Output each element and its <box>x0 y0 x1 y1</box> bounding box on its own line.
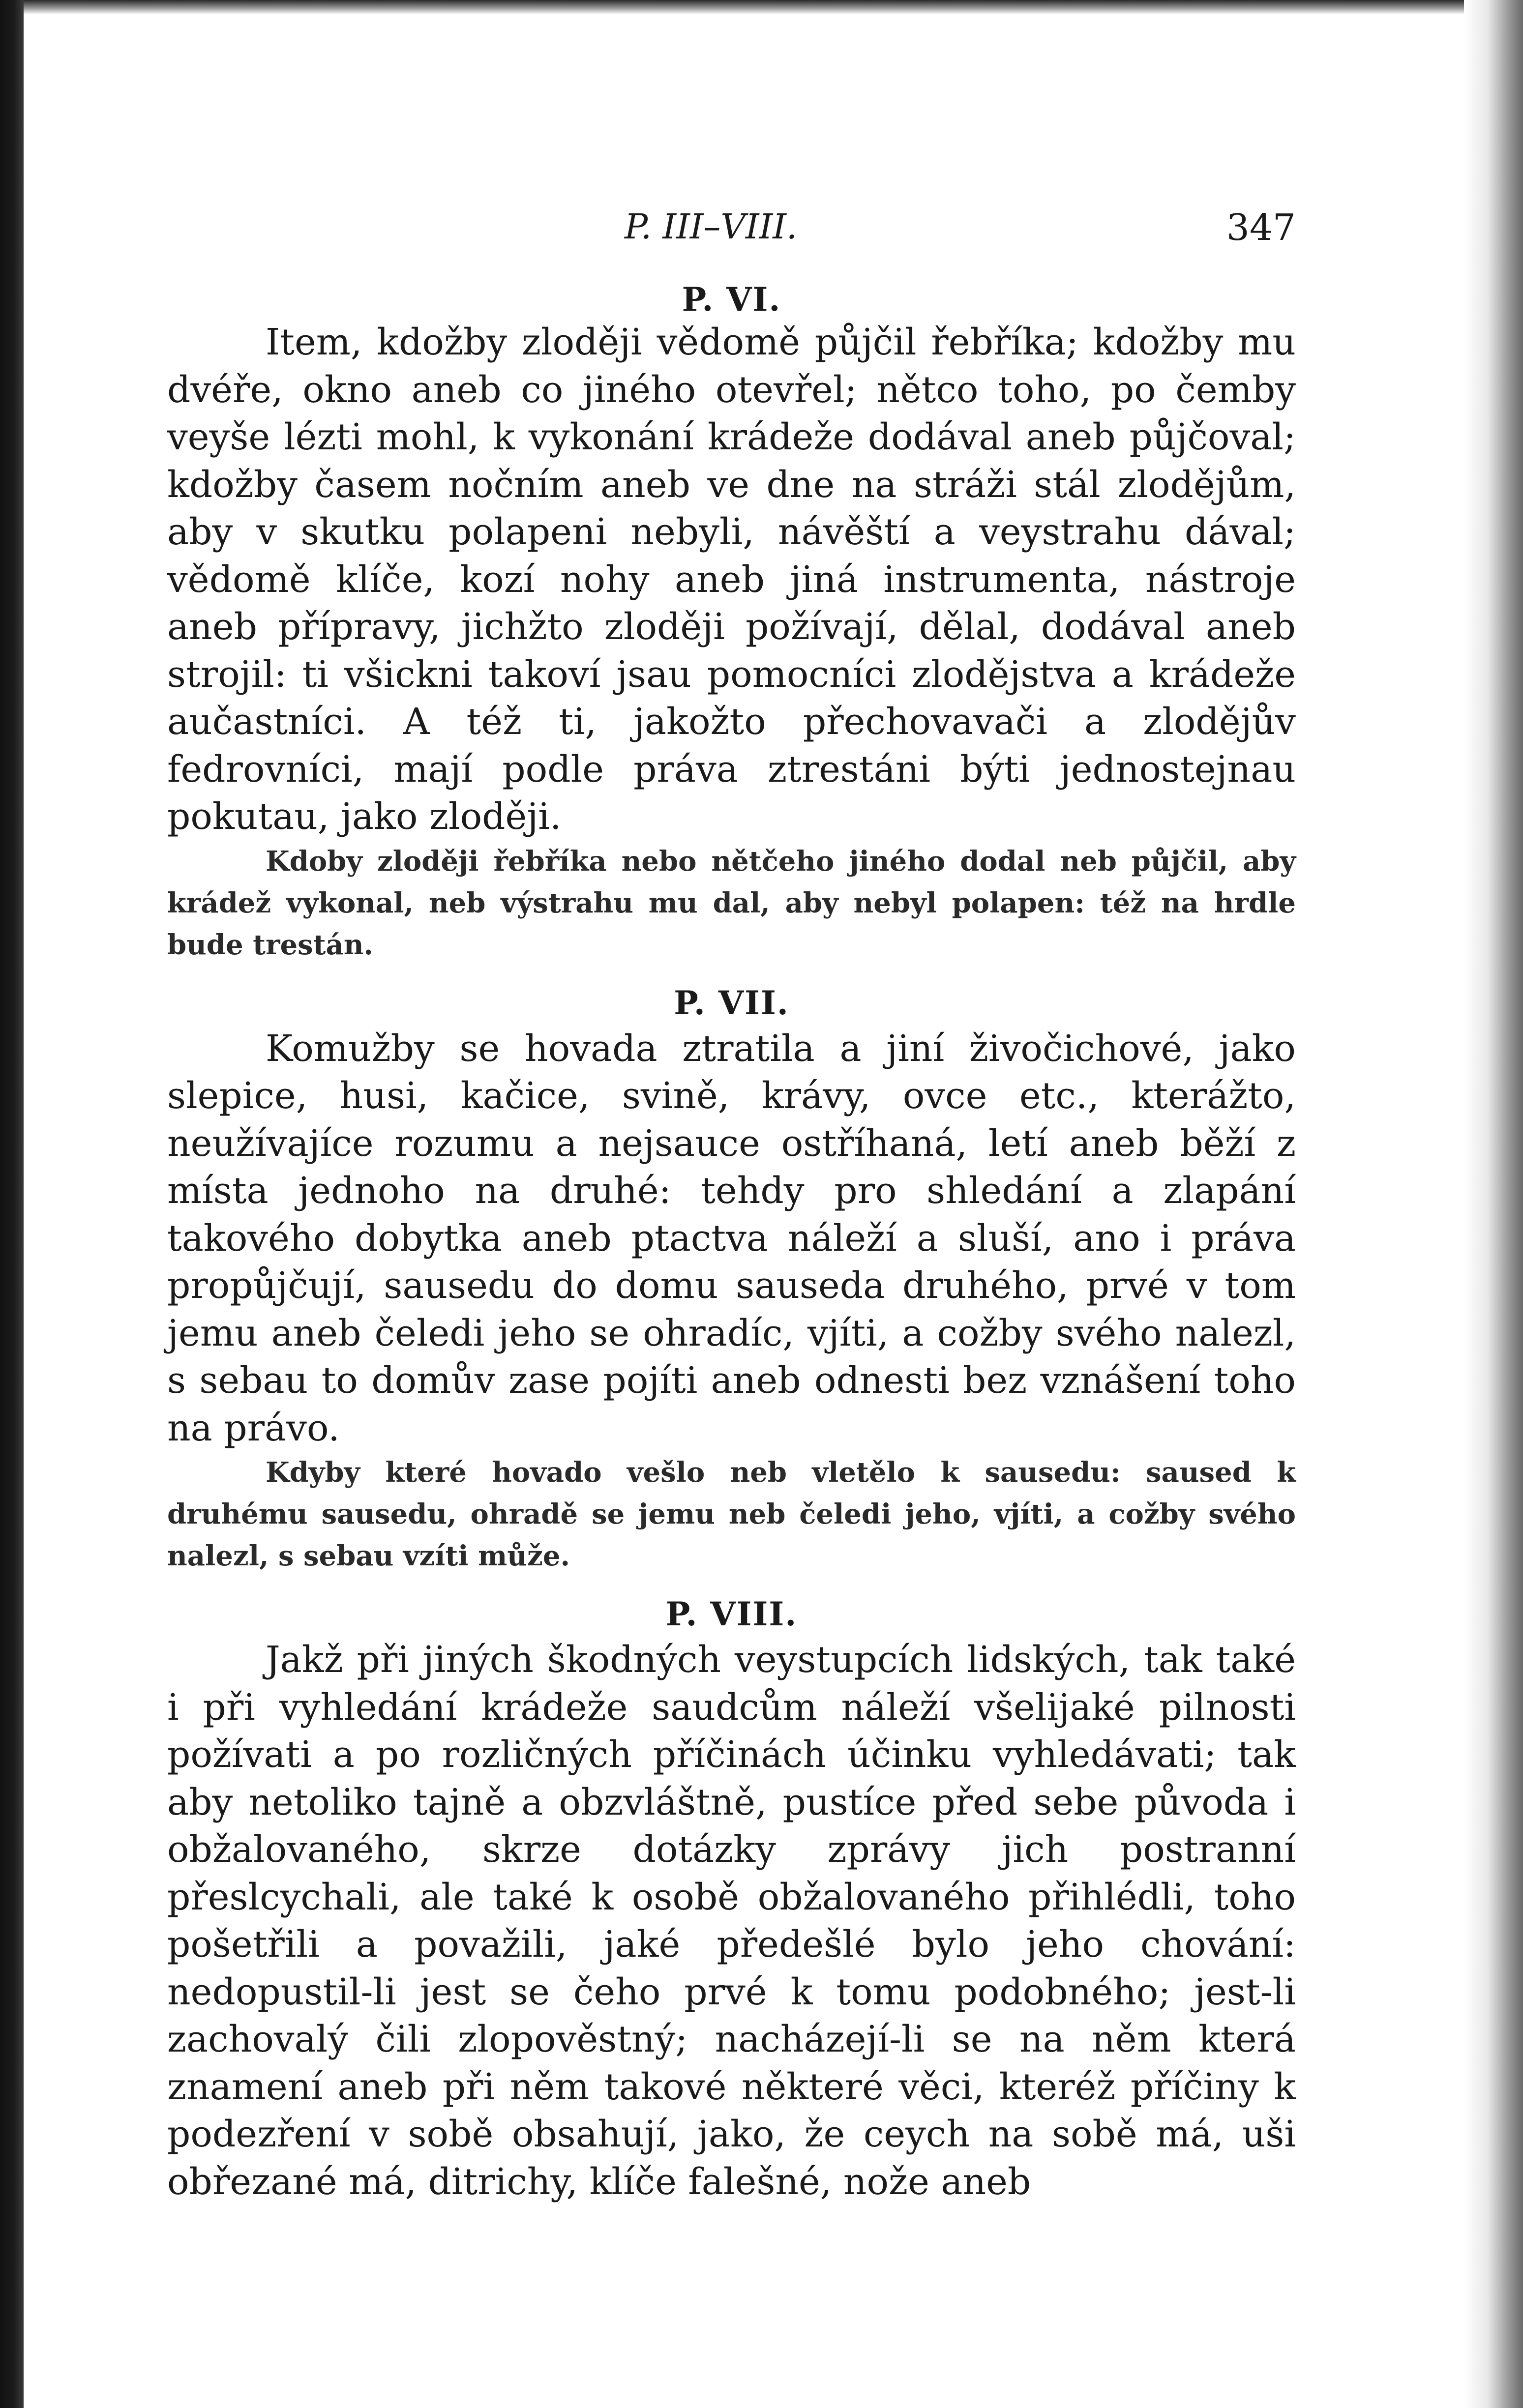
scan-shadow-right <box>1464 0 1523 2408</box>
scan-shadow-top <box>24 0 1523 14</box>
running-title: P. III–VIII. <box>625 206 798 247</box>
page-number: 347 <box>1226 206 1296 249</box>
section-text: Jakž při jiných škodných veystupcích lidských, tak také i při vyhledání krádeže saudcům náleží všelijaké pilnosti požívati a po rozličných příčinách účinku vyhledávati; tak aby netoliko tajně a obzvláštně, pustíce před sebe původa i obžalovaného, skrze dotázky zprávy jich postranní přeslcychali, ale také k osobě obžalovaného přihlédli, toho pošetřili a považili, jaké předešlé bylo jeho chování: nedopustil-li jest se čeho prvé k tomu podobného; jest-li zachovalý čili zlopověstný; nacházejí-li se na něm která znamení aneb při něm takové některé věci, kteréž příčiny k podezření v sobě obsahují, jako, že ceych na sobě má, uši obřezané má, ditrichy, klíče falešné, nože aneb <box>167 1639 1296 2203</box>
section-text: Komužby se hovada ztratila a jiní živočichové, jako slepice, husi, kačice, svině, krávy, ovce etc., kterážto, neužívajíce rozumu a nejsauce ostříhaná, letí aneb běží z místa jednoho na druhé: tehdy pro shledání a zlapání takového dobytka aneb ptactva náleží a sluší, ano i práva propůjčují, sausedu do domu sauseda druhého, prvé v tom jemu aneb čeledi jeho se ohradíc, vjíti, a cožby svého nalezl, s sebau to domův zase pojíti aneb odnesti bez vznášení toho na právo. <box>167 1027 1296 1449</box>
section-p6 <box>167 280 1296 966</box>
section-heading: P. VI. <box>682 280 781 319</box>
section-summary: Kdoby zloději řebříka nebo nětčeho jiného dodal neb půjčil, aby krádež vykonal, neb výstrahu mu dal, aby nebyl polapen: též na hrdle bude trestán. <box>167 845 1296 961</box>
running-head <box>167 206 1296 261</box>
section-summary: Kdyby které hovado vešlo neb vletělo k sausedu: saused k druhému sausedu, ohradě se jemu neb čeledi jeho, vjíti, a cožby svého nalezl, s sebau vzíti může. <box>167 1456 1296 1572</box>
section-p7 <box>167 981 1296 1578</box>
section-p8 <box>167 1592 1296 2205</box>
section-heading: P. VII. <box>674 983 789 1022</box>
section-heading: P. VIII. <box>665 1595 798 1633</box>
section-text: Item, kdožby zloději vědomě půjčil řebříka; kdožby mu dvéře, okno aneb co jiného otevřel; nětco toho, po čemby veyše lézti mohl, k vykonání krádeže dodával aneb půjčoval; kdožby časem nočním aneb ve dne na stráži stál zlodějům, aby v skutku polapeni nebyli, návěští a veystrahu dával; vědomě klíče, kozí nohy aneb jiná instrumenta, nástroje aneb přípravy, jichžto zloději požívají, dělal, dodával aneb strojil: ti všickni takoví jsau pomocníci zlodějstva a krádeže aučastníci. A též ti, jakožto přechovavači a zlodějův fedrovníci, mají podle práva ztrestáni býti jednostejnau pokutau, jako zloději. <box>167 321 1296 838</box>
scan-shadow-left <box>0 0 24 2408</box>
page-body <box>167 206 1296 2205</box>
